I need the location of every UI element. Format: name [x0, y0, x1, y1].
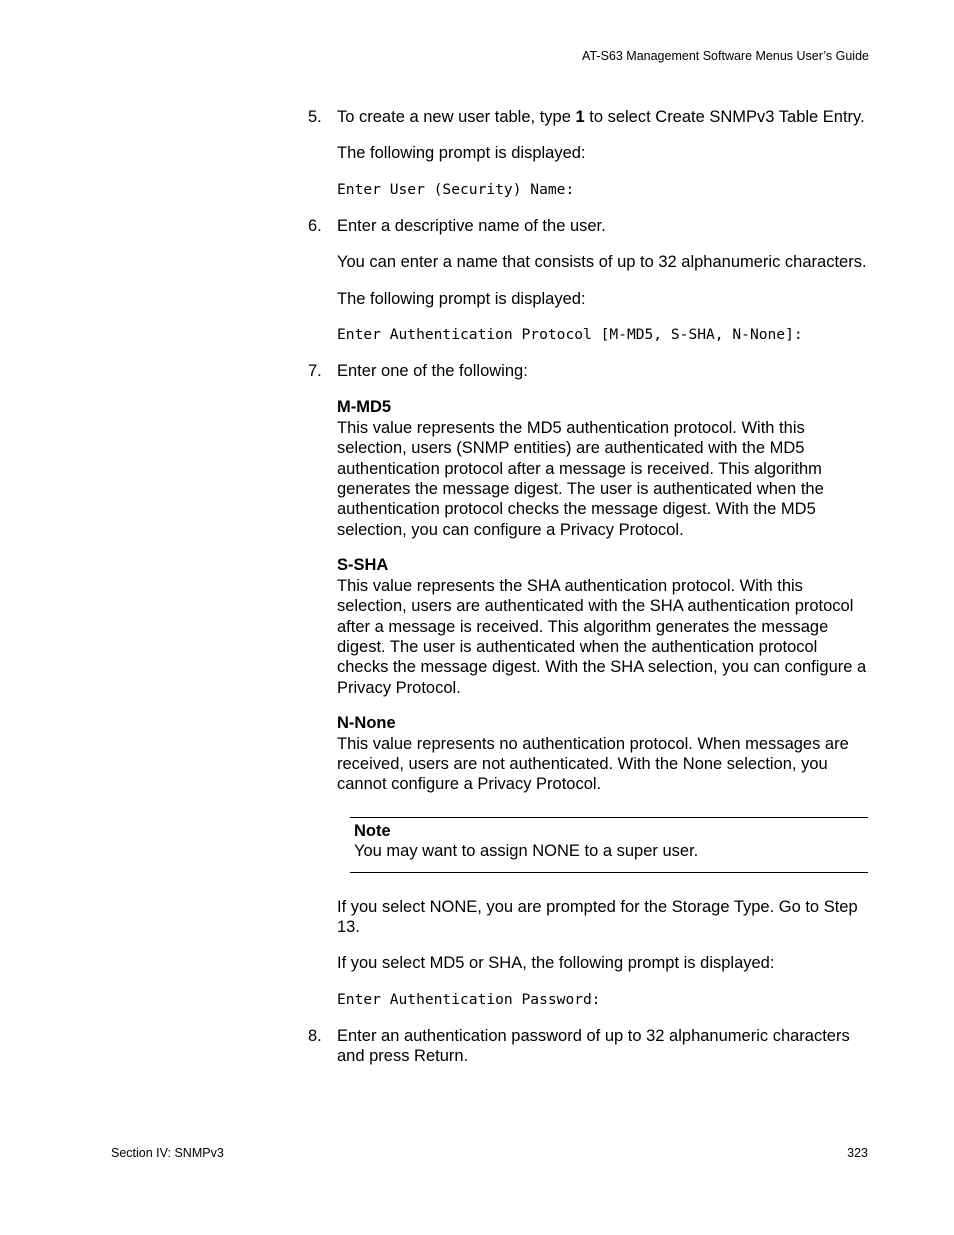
step-7: [308, 361, 868, 381]
note-box: [350, 817, 868, 873]
step-text: Enter an authentication password of up to 32 alphanumeric characters and press Return.: [337, 1026, 850, 1066]
step-8: [308, 1026, 868, 1067]
note-title: Note: [354, 821, 391, 840]
option-desc: This value represents the MD5 authentication protocol. With this selection, users (SNMP entities) are authenticated with the MD5 authentication protocol after a message is received. This algorithm generates the message digest. The user is authenticated when the authentication protocol checks the message digest. With the MD5 selection, you can configure a Privacy Protocol.: [337, 418, 824, 539]
running-header: AT-S63 Management Software Menus User’s Guide: [582, 49, 869, 63]
step-detail: You can enter a name that consists of up to 32 alphanumeric characters.: [337, 253, 867, 272]
step-number: 8.: [308, 1026, 322, 1045]
step-text-post: to select Create SNMPv3 Table Entry.: [584, 108, 865, 126]
step-text-bold: 1: [575, 108, 585, 126]
option-term: M-MD5: [337, 398, 392, 417]
footer-section: Section IV: SNMPv3: [111, 1146, 224, 1160]
step-5: [308, 107, 868, 127]
option-term: N-None: [337, 714, 396, 733]
cli-prompt: Enter Authentication Password:: [337, 990, 601, 1008]
prompt-intro: The following prompt is displayed:: [337, 144, 586, 163]
cli-prompt: Enter Authentication Protocol [M-MD5, S-SHA, N-None]:: [337, 326, 803, 344]
step-text-pre: To create a new user table, type: [337, 108, 576, 126]
paragraph: If you select MD5 or SHA, the following prompt is displayed:: [337, 954, 775, 973]
page-number: 323: [847, 1146, 868, 1160]
option-desc: This value represents no authentication protocol. When messages are received, users are not authenticated. With the None selection, you cannot configure a Privacy Protocol.: [337, 734, 849, 794]
step-number: 7.: [308, 362, 322, 381]
step-number: 6.: [308, 216, 322, 235]
step-text: Enter one of the following:: [337, 362, 528, 381]
option-desc: This value represents the SHA authentication protocol. With this selection, users are authenticated with the SHA authentication protocol after a message is received. This algorithm generates the message digest. The user is authenticated when the authentication protocol checks the message digest. With the SHA selection, you can configure a Privacy Protocol.: [337, 576, 867, 697]
paragraph: If you select NONE, you are prompted for the Storage Type. Go to Step 13.: [337, 897, 858, 936]
cli-prompt: Enter User (Security) Name:: [337, 180, 575, 198]
option-term: S-SHA: [337, 556, 389, 575]
step-number: 5.: [308, 108, 322, 126]
page-content: [308, 107, 868, 1083]
step-text: Enter a descriptive name of the user.: [337, 216, 606, 235]
prompt-intro: The following prompt is displayed:: [337, 289, 586, 308]
note-text: You may want to assign NONE to a super user.: [354, 842, 699, 861]
option-sha: [308, 555, 868, 698]
step-6: [308, 216, 868, 236]
option-md5: [308, 397, 868, 540]
option-none: [308, 713, 868, 795]
